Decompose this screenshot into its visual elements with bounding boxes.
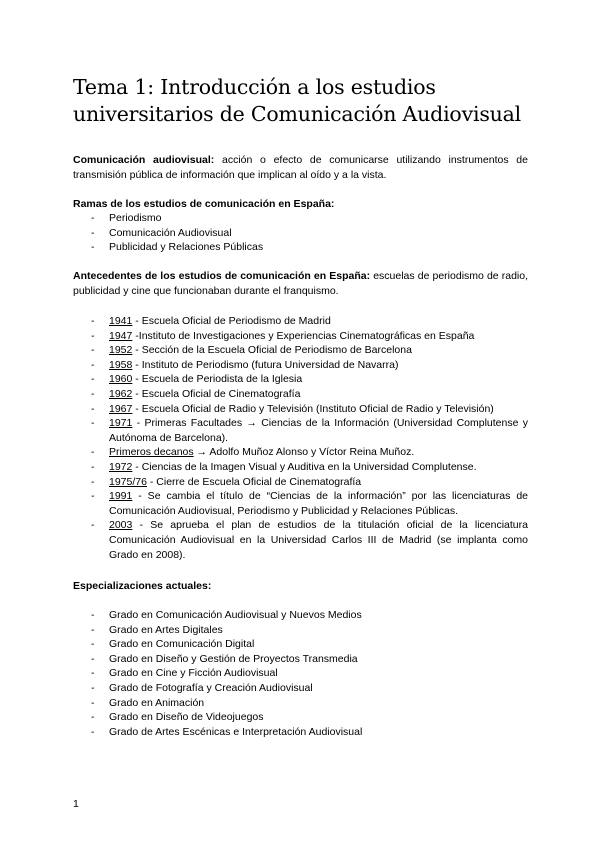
dash-marker: - [91,315,95,327]
list-item-text: Grado de Fotografía y Creación Audiovisual [109,681,313,694]
list-item-text: Grado en Comunicación Audiovisual y Nuevos Medios [109,609,362,621]
antecedentes-text: escuelas de periodismo de radio, publicidad y cine que funcionaban durante el franquismo. [73,270,528,297]
timeline-text: - Se aprueba el plan de estudios de la titulación oficial de la licenciatura Comunicación Audiovisual en la Universidad Carlos III de Madrid (se implanta como Grado en 2008). [109,519,528,561]
timeline-text: - Cierre de Escuela Oficial de Cinematografía [146,475,362,488]
list-item-text: Grado en Animación [109,696,205,709]
list-item [73,696,528,711]
list-item-text: Grado en Cine y Ficción Audiovisual [109,667,278,680]
timeline-text: - Escuela Oficial de Cinematografía [132,387,301,400]
timeline-item [73,518,528,562]
timeline-text: - Ciencias de la Imagen Visual y Auditiva en la Universidad Complutense. [132,460,477,473]
page-number: 1 [73,798,79,810]
definition-term: Comunicación audiovisual: [73,154,215,166]
timeline-item [73,460,528,475]
timeline-key: 1960 [109,373,133,386]
timeline-key: 1991 [109,490,133,503]
list-item-text: Grado en Diseño y Gestión de Proyectos Transmedia [109,652,358,665]
ramas-heading-text: Ramas de los estudios de comunicación en España: [73,198,335,210]
ramas-heading [73,197,528,212]
dash-marker: - [91,667,95,680]
dash-marker: - [91,696,95,709]
antecedentes-heading: Antecedentes de los estudios de comunicación en España: [73,270,371,282]
dash-marker: - [91,638,95,651]
especializaciones-list [73,608,528,739]
dash-marker: - [91,212,95,224]
list-item [73,226,528,241]
list-item-text: Grado en Diseño de Videojuegos [109,711,264,724]
list-item [73,652,528,667]
especializaciones-heading-text: Especializaciones actuales: [73,580,212,592]
dash-marker: - [91,344,95,357]
timeline-key: 1962 [109,387,133,400]
list-item [73,637,528,652]
dash-marker: - [91,358,95,371]
timeline-key: 1952 [109,344,133,357]
timeline-text: - Instituto de Periodismo (futura Universidad de Navarra) [132,358,399,371]
timeline-key: 1971 [109,417,133,430]
timeline-key: Primeros decanos [109,446,194,459]
timeline-item [73,314,528,329]
especializaciones-heading [73,579,528,594]
list-item [73,623,528,638]
timeline-item [73,343,528,358]
list-item-text: Publicidad y Relaciones Públicas [109,241,264,254]
list-item-text: Grado de Artes Escénicas e Interpretación Audiovisual [109,725,363,738]
timeline-item [73,402,528,417]
list-item [73,710,528,725]
timeline-text: - Se cambia el título de “Ciencias de la información” por las licenciaturas de Comunicación Audiovisual, Periodismo y Publicidad y Relaciones Públicas. [109,490,528,517]
dash-marker: - [91,681,95,694]
timeline-item [73,372,528,387]
timeline-text: -Instituto de Investigaciones y Experiencias Cinematográficas en España [132,329,475,342]
dash-marker: - [91,226,95,239]
definition-text: acción o efecto de comunicarse utilizando instrumentos de transmisión pública de información que implican al oído y a la vista. [73,154,528,181]
timeline-item [73,475,528,490]
dash-marker: - [91,711,95,724]
antecedentes-paragraph [73,269,528,298]
timeline-text: - Escuela de Periodista de la Iglesia [132,373,303,386]
dash-marker: - [91,623,95,636]
page-title: Tema 1: Introducción a los estudios universitarios de Comunicación Audiovisual [73,75,522,126]
list-item [73,666,528,681]
list-item [73,608,528,623]
ramas-list [73,211,528,255]
timeline-item [73,489,528,518]
list-item [73,240,528,255]
list-item-text: Comunicación Audiovisual [109,226,232,239]
timeline-key: 1967 [109,402,133,415]
timeline-item [73,387,528,402]
timeline-key: 1947 [109,329,133,342]
dash-marker: - [91,417,95,430]
timeline-item [73,416,528,445]
list-item-text: Periodismo [109,212,162,224]
timeline-key: 1941 [109,315,133,327]
dash-marker: - [91,460,95,473]
list-item [73,681,528,696]
dash-marker: - [91,490,95,503]
timeline-key: 1972 [109,460,133,473]
dash-marker: - [91,475,95,488]
timeline-list [73,314,528,562]
dash-marker: - [91,609,95,621]
dash-marker: - [91,387,95,400]
dash-marker: - [91,446,95,459]
dash-marker: - [91,373,95,386]
definition-paragraph [73,153,528,182]
dash-marker: - [91,402,95,415]
dash-marker: - [91,652,95,665]
timeline-key: 1958 [109,358,133,371]
timeline-text: - Sección de la Escuela Oficial de Periodismo de Barcelona [132,344,412,357]
timeline-item [73,329,528,344]
timeline-key: 2003 [109,519,133,532]
list-item-text: Grado en Artes Digitales [109,623,223,636]
list-item [73,211,528,226]
timeline-text: - Escuela Oficial de Periodismo de Madrid [132,315,331,327]
timeline-text: - Primeras Facultades → Ciencias de la Información (Universidad Complutense y Autónoma de Barcelona). [109,417,528,444]
dash-marker: - [91,725,95,738]
dash-marker: - [91,519,95,532]
list-item [73,725,528,740]
timeline-text: - Escuela Oficial de Radio y Televisión (Instituto Oficial de Radio y Televisión) [132,402,494,415]
timeline-key: 1975/76 [109,475,147,488]
timeline-item [73,445,528,460]
timeline-text: → Adolfo Muñoz Alonso y Víctor Reina Muñoz. [193,446,415,459]
dash-marker: - [91,241,95,254]
dash-marker: - [91,329,95,342]
timeline-item [73,358,528,373]
list-item-text: Grado en Comunicación Digital [109,638,255,651]
